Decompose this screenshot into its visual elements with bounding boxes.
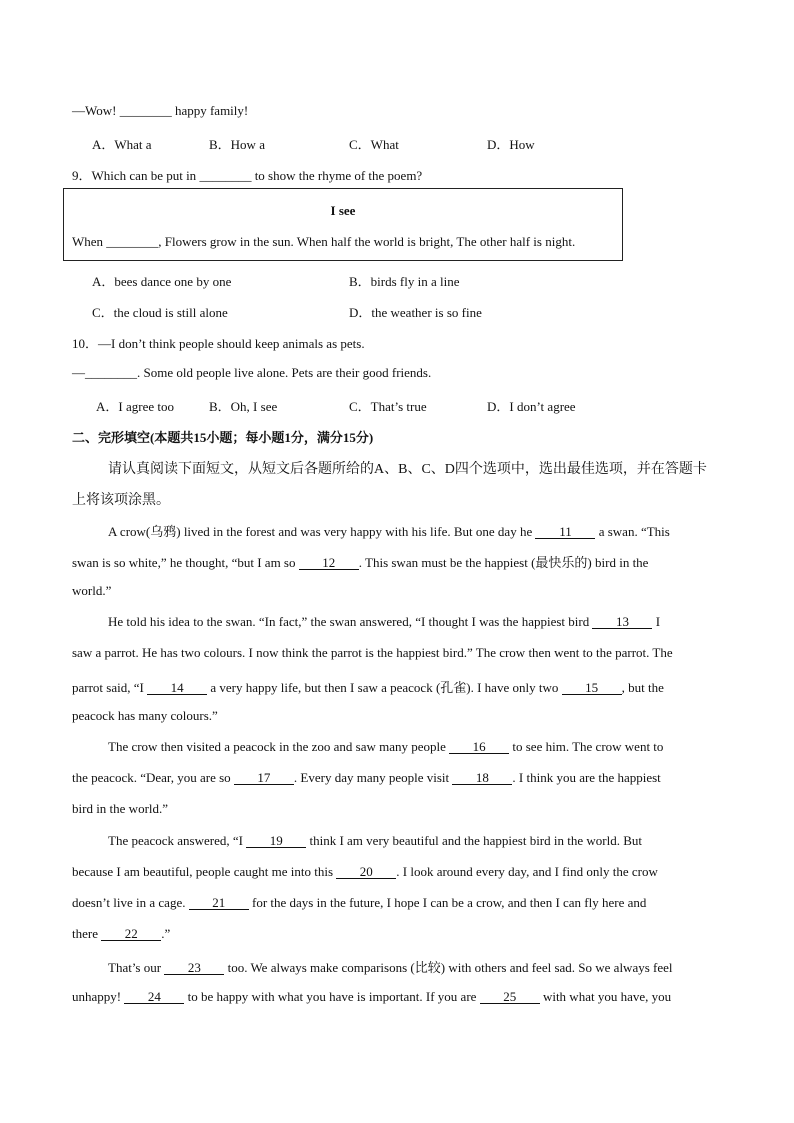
text-run: the peacock. “Dear, you are so (72, 770, 234, 785)
passage-line (72, 895, 646, 911)
q8-reply-pre: —Wow! (72, 103, 120, 118)
text-run: parrot said, “I (72, 680, 148, 695)
text-run: to be happy with what you have is important. If you are (184, 989, 480, 1004)
blank-23[interactable]: 23 (164, 961, 224, 975)
q10-option-a[interactable]: A．I agree too (96, 399, 174, 414)
text-run: for the days in the future, I hope I can be a crow, and then I can fly here and (248, 895, 647, 910)
passage-line (108, 739, 663, 755)
q8-option-a[interactable]: A．What a (92, 137, 152, 152)
q10-blank: ________ (85, 365, 137, 380)
passage-line: bird in the world.” (72, 801, 169, 816)
q9-option-b[interactable]: B．birds fly in a line (349, 274, 460, 289)
passage-line (108, 833, 642, 849)
instruction-line-2: 上将该项涂黑。 (72, 493, 170, 508)
text-run: The peacock answered, “I (108, 833, 247, 848)
passage-line (72, 552, 648, 571)
text-run: He told his idea to the swan. “In fact,” the swan answered, “I thought I was the happiest bird (108, 614, 593, 629)
section-heading: 二、完形填空(本题共15小题；每小题1分，满分15分) (72, 430, 374, 445)
q9-stem-pre: 9．Which can be put in (72, 168, 200, 183)
text-run: . Every day many people visit (293, 770, 453, 785)
blank-18[interactable]: 18 (452, 771, 512, 785)
blank-11[interactable]: 11 (535, 525, 595, 539)
blank-15[interactable]: 15 (562, 681, 622, 695)
blank-12[interactable]: 12 (299, 556, 359, 570)
passage-line (72, 677, 664, 696)
q10-option-d[interactable]: D．I don’t agree (487, 399, 576, 414)
blank-16[interactable]: 16 (449, 740, 509, 754)
blank-25[interactable]: 25 (480, 990, 540, 1004)
text-run: unhappy! (72, 989, 125, 1004)
q10-reply-post: . Some old people live alone. Pets are their good friends. (137, 365, 432, 380)
blank-20[interactable]: 20 (336, 865, 396, 879)
q9-option-c[interactable]: C．the cloud is still alone (92, 305, 228, 320)
blank-19[interactable]: 19 (246, 834, 306, 848)
passage-line (72, 926, 170, 942)
passage-line (108, 614, 660, 630)
q10-reply-pre: — (72, 365, 85, 380)
text-run: because I am beautiful, people caught me into this (72, 864, 337, 879)
text-run: . This swan must be the happiest (最快乐的) bird in the (358, 555, 649, 570)
passage-line: peacock has many colours.” (72, 708, 218, 723)
passage-line: world.” (72, 583, 112, 598)
q9-blank: ________ (199, 168, 252, 183)
q9-option-d[interactable]: D．the weather is so fine (349, 305, 482, 320)
q10-stem: 10．—I don’t think people should keep animals as pets. (72, 336, 365, 351)
text-run: swan is so white,” he thought, “but I am so (72, 555, 299, 570)
poem-line: When ________, Flowers grow in the sun. When half the world is bright, The other half is night. (72, 234, 576, 249)
text-run: .” (161, 926, 171, 941)
q10-reply-line (72, 365, 431, 381)
passage-line: saw a parrot. He has two colours. I now think the parrot is the happiest bird.” The crow then went to the parrot. The (72, 645, 673, 660)
blank-14[interactable]: 14 (147, 681, 207, 695)
text-run: A crow(乌鸦) lived in the forest and was very happy with his life. But one day he (108, 524, 536, 539)
q10-option-b[interactable]: B．Oh, I see (209, 399, 278, 414)
q9-stem-post: to show the rhyme of the poem? (251, 168, 423, 183)
passage-line (108, 521, 670, 540)
passage-line (72, 989, 671, 1005)
q9-option-a[interactable]: A．bees dance one by one (92, 274, 232, 289)
text-run: think I am very beautiful and the happiest bird in the world. But (306, 833, 642, 848)
q10-option-c[interactable]: C．That’s true (349, 399, 427, 414)
text-run: , but the (621, 680, 664, 695)
text-run: too. We always make comparisons (比较) with others and feel sad. So we always feel (224, 960, 673, 975)
blank-22[interactable]: 22 (101, 927, 161, 941)
text-run: The crow then visited a peacock in the zoo and saw many people (108, 739, 450, 754)
text-run: a very happy life, but then I saw a peacock (孔雀). I have only two (207, 680, 562, 695)
blank-17[interactable]: 17 (234, 771, 294, 785)
q8-blank: ________ (119, 103, 172, 118)
text-run: . I think you are the happiest (512, 770, 661, 785)
blank-24[interactable]: 24 (124, 990, 184, 1004)
poem-box (63, 188, 623, 261)
text-run: to see him. The crow went to (509, 739, 664, 754)
text-run: doesn’t live in a cage. (72, 895, 189, 910)
text-run: I (652, 614, 661, 629)
passage-line (108, 957, 673, 976)
blank-21[interactable]: 21 (189, 896, 249, 910)
q8-option-d[interactable]: D．How (487, 137, 535, 152)
text-run: That’s our (108, 960, 165, 975)
instruction-line-1: 请认真阅读下面短文，从短文后各题所给的A、B、C、D四个选项中，选出最佳选项，并在答题卡 (108, 462, 707, 477)
passage-line (72, 770, 661, 786)
text-run: . I look around every day, and I find only the crow (396, 864, 658, 879)
q8-reply-post: happy family! (171, 103, 249, 118)
text-run: there (72, 926, 102, 941)
q9-stem (72, 165, 422, 184)
q8-reply-line (72, 103, 248, 119)
text-run: with what you have, you (539, 989, 672, 1004)
poem-title: I see (330, 203, 356, 218)
passage-line (72, 864, 658, 880)
q8-option-c[interactable]: C．What (349, 137, 399, 152)
text-run: a swan. “This (595, 524, 670, 539)
blank-13[interactable]: 13 (592, 615, 652, 629)
q8-option-b[interactable]: B．How a (209, 137, 265, 152)
